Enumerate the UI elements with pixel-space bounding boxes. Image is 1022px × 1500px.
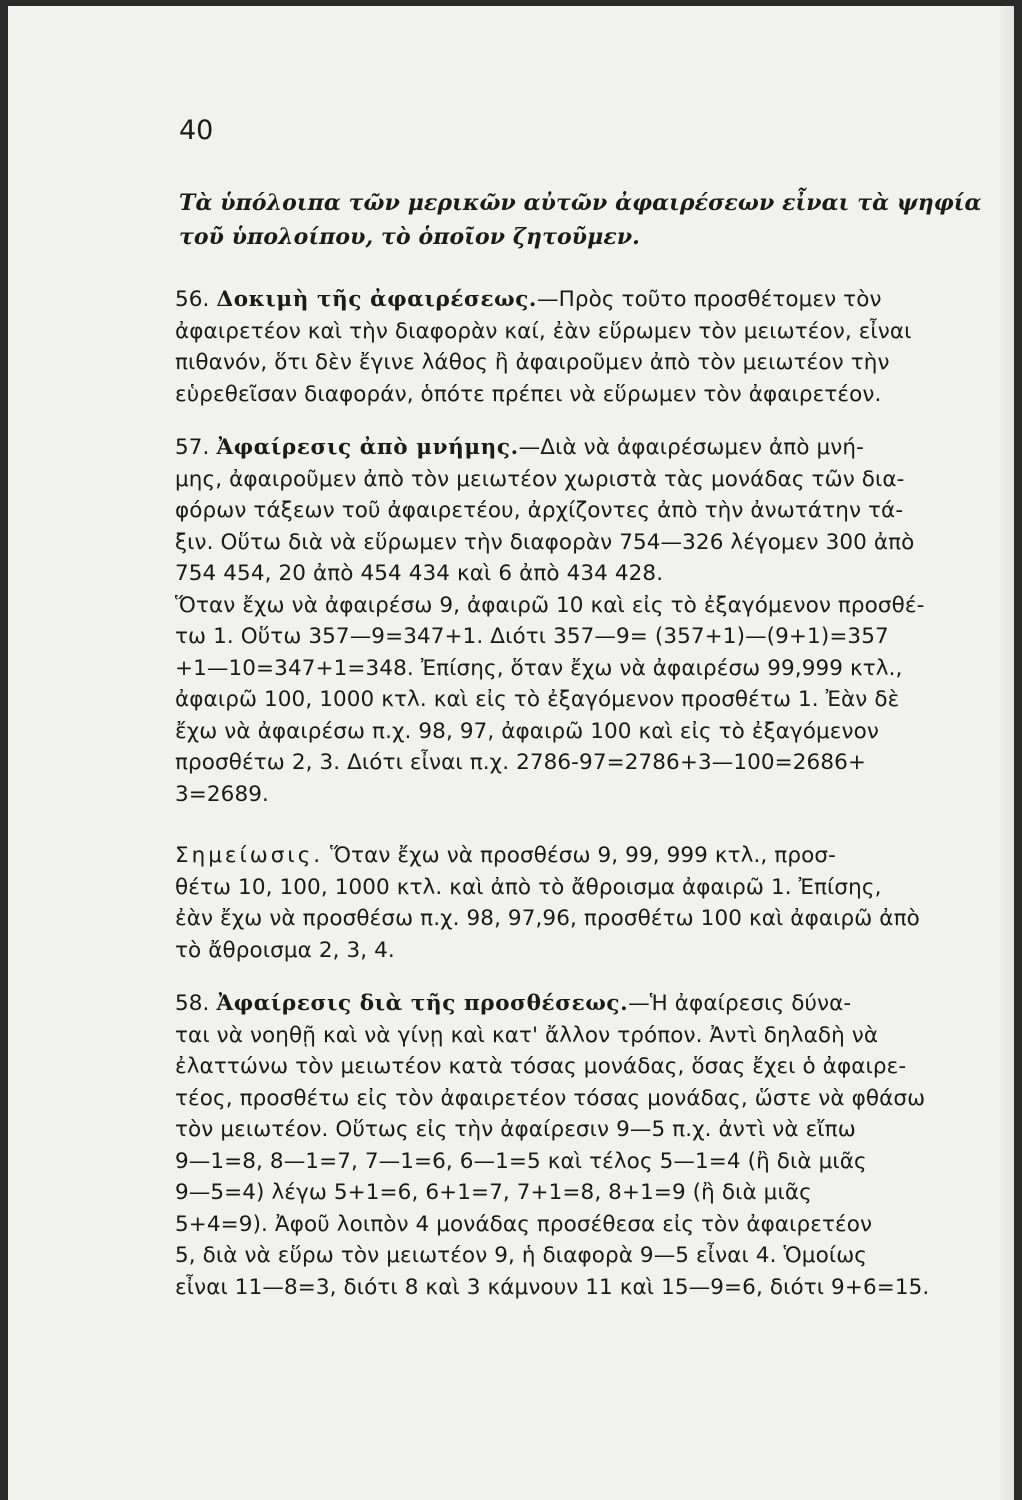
section-number: 56.: [175, 287, 210, 312]
text-line: ἐλαττώνω τὸν μειωτέον κατὰ τόσας μονάδας, ὅσας ἔχει ὁ ἀφαιρε-: [175, 1054, 907, 1079]
section-56-first-line: [175, 284, 1014, 316]
page-content: [175, 116, 1014, 1325]
book-page: [8, 6, 1014, 1500]
text-line: ἀφαιρῶ 100, 1000 κτλ. καὶ εἰς τὸ ἐξαγόμενον προσθέτω 1. Ἐὰν δὲ: [175, 687, 900, 712]
text-line: τω 1. Οὕτω 357—9=347+1. Διότι 357—9= (357+1)—(9+1)=357: [175, 624, 889, 649]
section-57-first-line: [175, 432, 1014, 464]
text-run: —Διὰ νὰ ἀφαιρέσωμεν ἀπὸ μνή-: [518, 435, 865, 460]
page-number: 40: [179, 115, 214, 146]
text-line: ται νὰ νοηθῇ καὶ νὰ γίνῃ καὶ κατ' ἄλλον τρόπον. Ἀντὶ δηλαδὴ νὰ: [175, 1022, 879, 1048]
note-first-line: [175, 840, 1014, 872]
text-line: ξιν. Οὕτω διὰ νὰ εὕρωμεν τὴν διαφορὰν 754—326 λέγομεν 300 ἀπὸ: [175, 529, 915, 555]
intro-line: Τὰ ὑπόλοιπα τῶν μερικῶν αὐτῶν ἀφαιρέσεων εἶναι τὰ ψηφία: [179, 190, 982, 216]
text-run: —Ἡ ἀφαίρεσις δύνα-: [628, 991, 852, 1016]
section-58: [175, 988, 1014, 1303]
section-number: 57.: [175, 435, 210, 460]
section-58-first-line: [175, 988, 1014, 1020]
text-line: φόρων τάξεων τοῦ ἀφαιρετέου, ἀρχίζοντες ἀπὸ τὴν ἀνωτάτην τά-: [175, 498, 904, 523]
text-line: προσθέτω 2, 3. Διότι εἶναι π.χ. 2786-97=2786+3—100=2686+: [175, 750, 867, 775]
intro-paragraph: [179, 186, 1014, 254]
text-line: τὸν μειωτέον. Οὕτως εἰς τὴν ἀφαίρεσιν 9—5 π.χ. ἀντὶ νὰ εἴπω: [175, 1117, 856, 1142]
intro-line: τοῦ ὑπολοίπου, τὸ ὁποῖον ζητοῦμεν.: [179, 224, 640, 250]
text-line: 9—1=8, 8—1=7, 7—1=6, 6—1=5 καὶ τέλος 5—1=4 (ἢ διὰ μιᾶς: [175, 1148, 867, 1174]
text-line: ἐὰν ἔχω νὰ προσθέσω π.χ. 98, 97,96, προσθέτω 100 καὶ ἀφαιρῶ ἀπὸ: [175, 906, 920, 931]
text-line: τὸ ἄθροισμα 2, 3, 4.: [175, 937, 395, 963]
section-number: 58.: [175, 991, 210, 1016]
note-paragraph: [175, 840, 1014, 966]
text-run: Ὅταν ἔχω νὰ προσθέσω 9, 99, 999 κτλ., προσ-: [323, 843, 836, 868]
text-line: 5, διὰ νὰ εὕρω τὸν μειωτέον 9, ἡ διαφορὰ 9—5 εἶναι 4. Ὁμοίως: [175, 1243, 868, 1268]
section-heading: Δοκιμὴ τῆς ἀφαιρέσεως.: [216, 287, 537, 312]
text-line: ἀφαιρετέον καὶ τὴν διαφορὰν καί, ἐὰν εὕρωμεν τὸν μειωτέον, εἶναι: [175, 318, 912, 344]
note-label: Σημείωσις.: [175, 843, 324, 868]
text-line: +1—10=347+1=348. Ἐπίσης, ὅταν ἔχω νὰ ἀφαιρέσω 99,999 κτλ.,: [175, 655, 903, 681]
text-line: εἶναι 11—8=3, διότι 8 καὶ 3 κάμνουν 11 καὶ 15—9=6, διότι 9+6=15.: [175, 1274, 930, 1300]
text-line: 754 454, 20 ἀπὸ 454 434 καὶ 6 ἀπὸ 434 428.: [175, 561, 664, 586]
text-line: 5+4=9). Ἀφοῦ λοιπὸν 4 μονάδας προσέθεσα εἰς τὸν ἀφαιρετέον: [175, 1211, 873, 1237]
text-line: Ὅταν ἔχω νὰ ἀφαιρέσω 9, ἀφαιρῶ 10 καὶ εἰς τὸ ἐξαγόμενον προσθέ-: [175, 592, 925, 618]
section-heading: Ἀφαίρεσις διὰ τῆς προσθέσεως.: [216, 991, 629, 1016]
text-run: —Πρὸς τοῦτο προσθέτομεν τὸν: [537, 287, 882, 312]
section-56: [175, 284, 1014, 410]
section-heading: Ἀφαίρεσις ἀπὸ μνήμης.: [216, 435, 519, 460]
text-line: 9—5=4) λέγω 5+1=6, 6+1=7, 7+1=8, 8+1=9 (ἢ διὰ μιᾶς: [175, 1180, 812, 1205]
text-line: εὑρεθεῖσαν διαφοράν, ὁπότε πρέπει νὰ εὕρωμεν τὸν ἀφαιρετέον.: [175, 381, 882, 407]
text-line: τέος, προσθέτω εἰς τὸν ἀφαιρετέον τόσας μονάδας, ὥστε νὰ φθάσω: [175, 1085, 926, 1111]
section-57: [175, 432, 1014, 810]
text-line: θέτω 10, 100, 1000 κτλ. καὶ ἀπὸ τὸ ἄθροισμα ἀφαιρῶ 1. Ἐπίσης,: [175, 874, 882, 900]
text-line: πιθανόν, ὅτι δὲν ἔγινε λάθος ἢ ἀφαιροῦμεν ἀπὸ τὸν μειωτέον τὴν: [175, 350, 890, 375]
text-line: 3=2689.: [175, 781, 269, 807]
text-line: μης, ἀφαιροῦμεν ἀπὸ τὸν μειωτέον χωριστὰ τὰς μονάδας τῶν δια-: [175, 466, 905, 492]
text-line: ἔχω νὰ ἀφαιρέσω π.χ. 98, 97, ἀφαιρῶ 100 καὶ εἰς τὸ ἐξαγόμενον: [175, 718, 879, 744]
